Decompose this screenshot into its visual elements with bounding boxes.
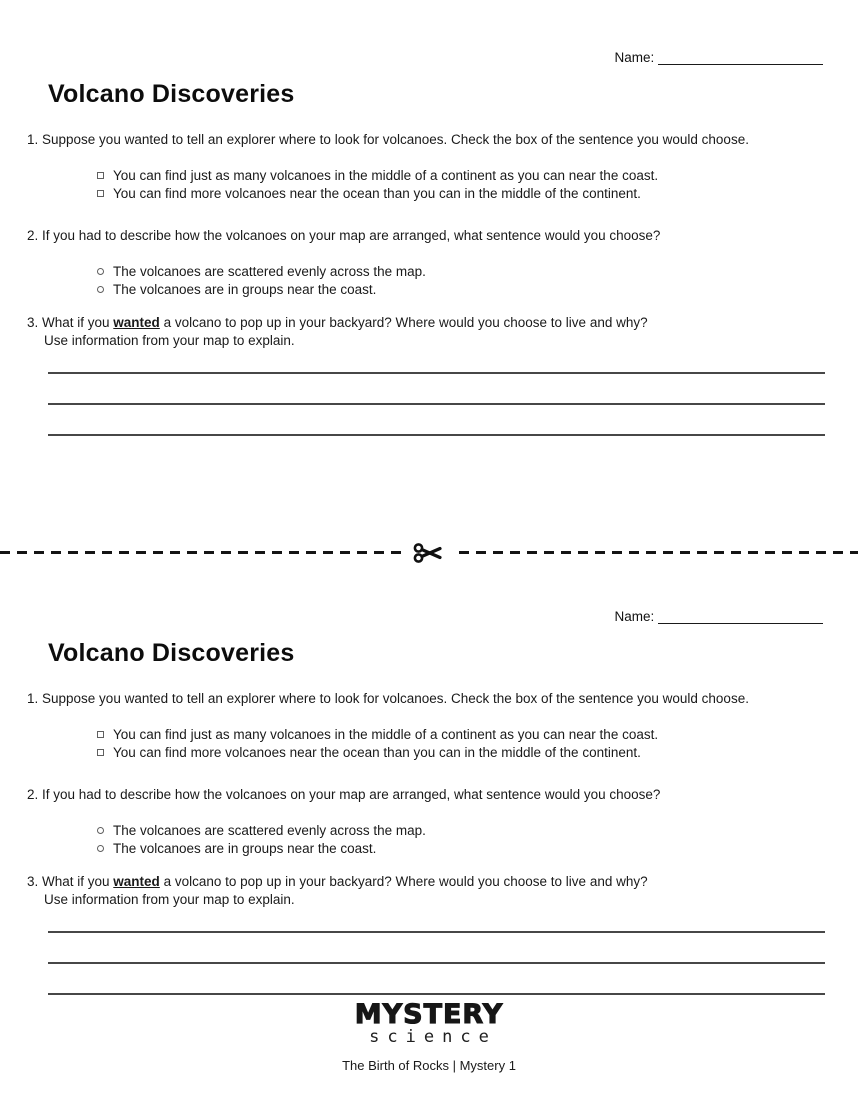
option-label: You can find just as many volcanoes in the middle of a continent as you can near the coast. bbox=[113, 167, 659, 183]
question-3-line1: 3. What if you wanted a volcano to pop up in your backyard? Where would you choose to live and why? bbox=[27, 874, 648, 889]
question-3-line2: Use information from your map to explain. bbox=[44, 892, 295, 907]
radio-icon[interactable] bbox=[97, 268, 104, 275]
question-3-line2: Use information from your map to explain. bbox=[44, 333, 295, 348]
option-row bbox=[97, 725, 858, 744]
question-2-options bbox=[97, 262, 858, 299]
question-2-options bbox=[97, 821, 858, 858]
option-row bbox=[97, 166, 858, 185]
answer-lines bbox=[48, 931, 825, 995]
option-label: The volcanoes are in groups near the coast. bbox=[113, 841, 377, 857]
option-row bbox=[97, 281, 858, 300]
radio-icon[interactable] bbox=[97, 827, 104, 834]
page-title: Volcano Discoveries bbox=[48, 80, 295, 108]
name-blank-line bbox=[658, 51, 823, 65]
name-row bbox=[0, 559, 858, 624]
option-row bbox=[97, 840, 858, 859]
option-label: You can find more volcanoes near the ocean than you can in the middle of the continent. bbox=[113, 745, 641, 761]
question-2-text: 2. If you had to describe how the volcanoes on your map are arranged, what sentence would you choose? bbox=[27, 228, 661, 243]
checkbox-icon[interactable] bbox=[97, 749, 104, 756]
question-1-text: 1. Suppose you wanted to tell an explorer where to look for volcanoes. Check the box of the sentence you would choose. bbox=[27, 691, 749, 706]
mystery-science-logo bbox=[0, 999, 858, 1073]
option-label: The volcanoes are scattered evenly across the map. bbox=[113, 263, 426, 279]
option-label: The volcanoes are scattered evenly across the map. bbox=[113, 822, 426, 838]
question-3-text bbox=[27, 314, 831, 350]
answer-blank-line bbox=[48, 962, 825, 964]
option-row bbox=[97, 744, 858, 763]
name-row bbox=[0, 0, 858, 65]
question-1-options bbox=[97, 166, 858, 203]
logo-wordmark-mystery: MYSTERY bbox=[354, 999, 504, 1030]
checkbox-icon[interactable] bbox=[97, 731, 104, 738]
answer-blank-line bbox=[48, 403, 825, 405]
answer-blank-line bbox=[48, 931, 825, 933]
emphasized-word: wanted bbox=[113, 315, 160, 330]
answer-blank-line bbox=[48, 372, 825, 374]
option-row bbox=[97, 821, 858, 840]
checkbox-icon[interactable] bbox=[97, 172, 104, 179]
option-label: The volcanoes are in groups near the coast. bbox=[113, 282, 377, 298]
radio-icon[interactable] bbox=[97, 845, 104, 852]
page-title: Volcano Discoveries bbox=[48, 639, 295, 667]
radio-icon[interactable] bbox=[97, 286, 104, 293]
question-2-text: 2. If you had to describe how the volcanoes on your map are arranged, what sentence would you choose? bbox=[27, 787, 661, 802]
checkbox-icon[interactable] bbox=[97, 190, 104, 197]
option-label: You can find just as many volcanoes in the middle of a continent as you can near the coast. bbox=[113, 726, 659, 742]
answer-lines bbox=[48, 372, 825, 436]
name-blank-line bbox=[658, 610, 823, 624]
option-row bbox=[97, 262, 858, 281]
logo-wordmark-science: science bbox=[369, 1027, 497, 1047]
question-1-text: 1. Suppose you wanted to tell an explorer where to look for volcanoes. Check the box of the sentence you would choose. bbox=[27, 132, 749, 147]
question-3-text bbox=[27, 873, 831, 909]
emphasized-word: wanted bbox=[113, 874, 160, 889]
option-row bbox=[97, 185, 858, 204]
credit-line: The Birth of Rocks | Mystery 1 bbox=[342, 1058, 516, 1073]
question-3-line1: 3. What if you wanted a volcano to pop up in your backyard? Where would you choose to live and why? bbox=[27, 315, 648, 330]
answer-blank-line bbox=[48, 993, 825, 995]
name-label: Name: bbox=[614, 609, 655, 624]
answer-blank-line bbox=[48, 434, 825, 436]
name-label: Name: bbox=[614, 50, 655, 65]
option-label: You can find more volcanoes near the ocean than you can in the middle of the continent. bbox=[113, 186, 641, 202]
question-1-options bbox=[97, 725, 858, 762]
